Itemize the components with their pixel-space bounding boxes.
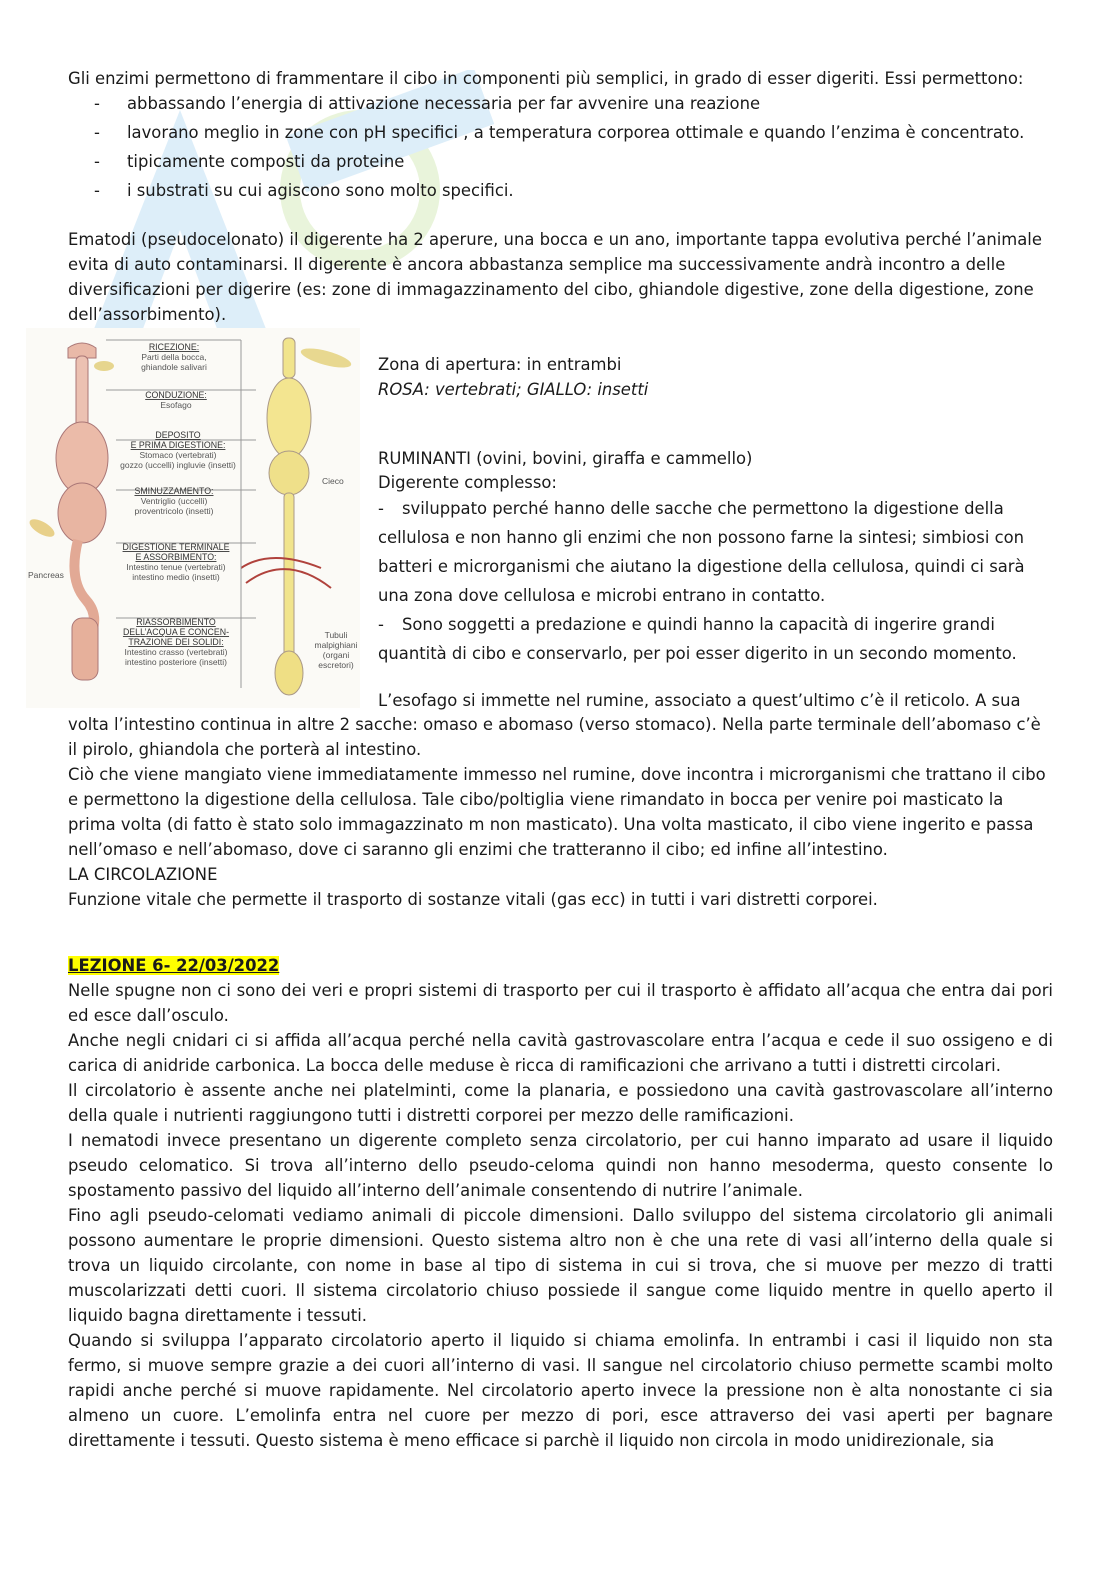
stage-label: CONDUZIONE: [145,390,207,400]
svg-text:Ventriglio (uccelli): Ventriglio (uccelli) [140,496,208,506]
pancreas-label: Pancreas [28,570,64,580]
svg-text:Intestino tenue (vertebrati): Intestino tenue (vertebrati) [126,562,226,572]
bullet-dash: - [378,499,384,518]
paragraph: Nelle spugne non ci sono dei veri e propri sistemi di trasporto per cui il trasporto è affidato all’acqua che entra dai pori ed esce dall’osculo. [68,981,1053,1025]
bullet-dash: - [94,123,100,142]
lesson-heading: LEZIONE 6- 22/03/2022 [68,956,280,975]
list-item: - i substrati su cui agiscono sono molto specifici. [68,178,1058,207]
tubuli-label: Tubuli [324,630,348,640]
enzyme-bullet-list [68,91,1058,207]
intro-text: Gli enzimi permettono di frammentare il cibo in componenti più semplici, in grado di esser digeriti. Essi permettono: [68,69,1024,88]
ruminanti-bullet-1: - sviluppato perché hanno delle sacche che permettono la digestione della cellulosa e non hanno gli enzimi che non possono farne la sintesi; simbiosi con batteri e microrganismi che aiutano la digestione della cellulosa, quindi ci sarà una zona dove cellulosa e microbi entrano in contatto. [378,494,1038,610]
paragraph: Fino agli pseudo-celomati vediamo animali di piccole dimensioni. Dallo sviluppo del sistema circolatorio gli animali possono aumentare le proprie dimensioni. Questo sistema altro non è che una rete di vasi all’interno della quale si trova un liquido circolante, con nome in base al tipo di sistema in cui si trova, che si muove per mezzo di tratti muscolarizzati detti cuori. Il sistema circolatorio chiuso possiede il sangue come liquido mentre in quello aperto il liquido bagna direttamente i tessuti. [68,1206,1053,1325]
svg-text:Stomaco (vertebrati): Stomaco (vertebrati) [139,450,217,460]
svg-text:malpighiani: malpighiani [314,640,358,650]
esofago-text-rest: volta l’intestino continua in altre 2 sacche: omaso e abomaso (verso stomaco). Nella parte terminale dell’abomaso c’è il pirolo, ghiandola che porterà al intestino. [68,715,1041,759]
stage-label: DIGESTIONE TERMINALE [122,542,230,552]
list-item: - lavorano meglio in zone con pH specifici , a temperatura corporea ottimale e quando l’enzima è concentrato. [68,120,1058,149]
color-legend-text: ROSA: vertebrati; GIALLO: insetti [378,380,649,399]
circolazione-definition: Funzione vitale che permette il trasporto di sostanze vitali (gas ecc) in tutti i vari distretti corporei. [68,890,878,909]
svg-text:E ASSORBIMENTO:: E ASSORBIMENTO: [135,552,217,562]
svg-text:proventricolo (insetti): proventricolo (insetti) [134,506,214,516]
stage-label: RIASSORBIMENTO [136,617,216,627]
stage-label: SMINUZZAMENTO: [134,486,214,496]
svg-text:DELL’ACQUA E CONCEN-: DELL’ACQUA E CONCEN- [122,627,230,637]
bullet-dash: - [94,181,100,200]
bullet-dash: - [378,615,384,634]
svg-text:gozzo (uccelli) ingluvie (inse: gozzo (uccelli) ingluvie (insetti) [120,460,236,470]
svg-text:Esofago: Esofago [160,400,192,410]
paragraph: I nematodi invece presentano un digerente completo senza circolatorio, per cui hanno imparato ad usare il liquido pseudo celomatico. Si trova all’interno dello pseudo-celoma quindi non hanno mesoderma, questo consente lo spostamento passivo del liquido all’interno dell’animale consentendo di nutrire l’animale. [68,1131,1053,1200]
paragraph: Il circolatorio è assente anche nei platelminti, come la planaria, e possiedono una cavità gastrovascolare all’interno della quale i nutrienti raggiungono tutti i distretti corporei per mezzo delle ramificazioni. [68,1081,1053,1125]
bullet-dash: - [94,94,100,113]
bullet-dash: - [94,152,100,171]
ruminanti-bullet-2: - Sono soggetti a predazione e quindi hanno la capacità di ingerire grandi quantità di cibo e conservarlo, per poi esser digerito in un secondo momento. [378,610,1038,668]
svg-text:(organi: (organi [322,650,350,660]
digestive-system-figure [26,328,360,708]
svg-text:intestino posteriore (insetti): intestino posteriore (insetti) [124,657,228,667]
circolazione-heading: LA CIRCOLAZIONE [68,865,218,884]
svg-text:E PRIMA DIGESTIONE:: E PRIMA DIGESTIONE: [130,440,226,450]
esofago-text-first-line: L’esofago si immette nel rumine, associato a quest’ultimo c’è il reticolo. A sua [378,691,1021,710]
cieco-label: Cieco [322,476,344,486]
stage-label: DEPOSITO [155,430,201,440]
svg-text:Parti della bocca,: Parti della bocca, [141,352,207,362]
paragraph: Quando si sviluppa l’apparato circolatorio aperto il liquido si chiama emolinfa. In entrambi i casi il liquido non sta fermo, si muove sempre grazie a dei cuori all’interno di vasi. Il sangue nel circolatorio chiuso permette scambi molto rapidi anche perché si muove rapidamente. Nel circolatorio aperto invece la pressione non è alta nonostante ci sia almeno un cuore. L’emolinfa entra nel cuore per mezzo di pori, esce attraverso dei vasi aperti per bagnare direttamente i tessuti. Questo sistema è meno efficace si parchè il liquido non circola in modo unidirezionale, sia [68,1331,1053,1450]
list-item: - abbassando l’energia di attivazione necessaria per far avvenire una reazione [68,91,1058,120]
nematodi-paragraph: Ematodi (pseudocelonato) il digerente ha 2 aperure, una bocca e un ano, importante tappa evolutiva perché l’animale evita di auto contaminarsi. Il digerente è ancora abbastanza semplice ma successivamente andrà incontro a delle diversificazioni per digerire (es: zone di immagazzinamento del cibo, ghiandole digestive, zone della digestione, zone dell’assorbimento). [68,230,1042,324]
svg-text:intestino medio (insetti): intestino medio (insetti) [132,572,220,582]
svg-text:ghiandole salivari: ghiandole salivari [141,362,207,372]
svg-text:TRAZIONE DEI SOLIDI:: TRAZIONE DEI SOLIDI: [128,637,224,647]
rumine-paragraph: Ciò che viene mangiato viene immediatamente immesso nel rumine, dove incontra i microrganismi che trattano il cibo e permettono la digestione della cellulosa. Tale cibo/poltiglia viene rimandato in bocca per venire poi masticato la prima volta (di fatto è stato solo immagazzinato m non masticato). Una volta masticato, il cibo viene ingerito e passa nell’omaso e nell’abomaso, dove ci saranno gli enzimi che tratteranno il cibo; ed infine all’intestino. [68,765,1046,859]
ruminanti-heading: RUMINANTI (ovini, bovini, giraffa e cammello) [378,449,753,468]
zona-apertura-text: Zona di apertura: in entrambi [378,355,622,374]
digerente-complesso-text: Digerente complesso: [378,473,557,492]
paragraph: Anche negli cnidari ci si affida all’acqua perché nella cavità gastrovascolare entra l’acqua e cede il suo ossigeno e di carica di anidride carbonica. La bocca delle meduse è ricca di ramificazioni che arrivano a tutti i distretti circolari. [68,1031,1053,1075]
svg-text:Intestino crasso (vertebrati): Intestino crasso (vertebrati) [124,647,228,657]
svg-text:escretori): escretori) [318,660,354,670]
lesson-body [68,978,1053,1453]
stage-label: RICEZIONE: [148,342,200,352]
list-item: - tipicamente composti da proteine [68,149,1058,178]
